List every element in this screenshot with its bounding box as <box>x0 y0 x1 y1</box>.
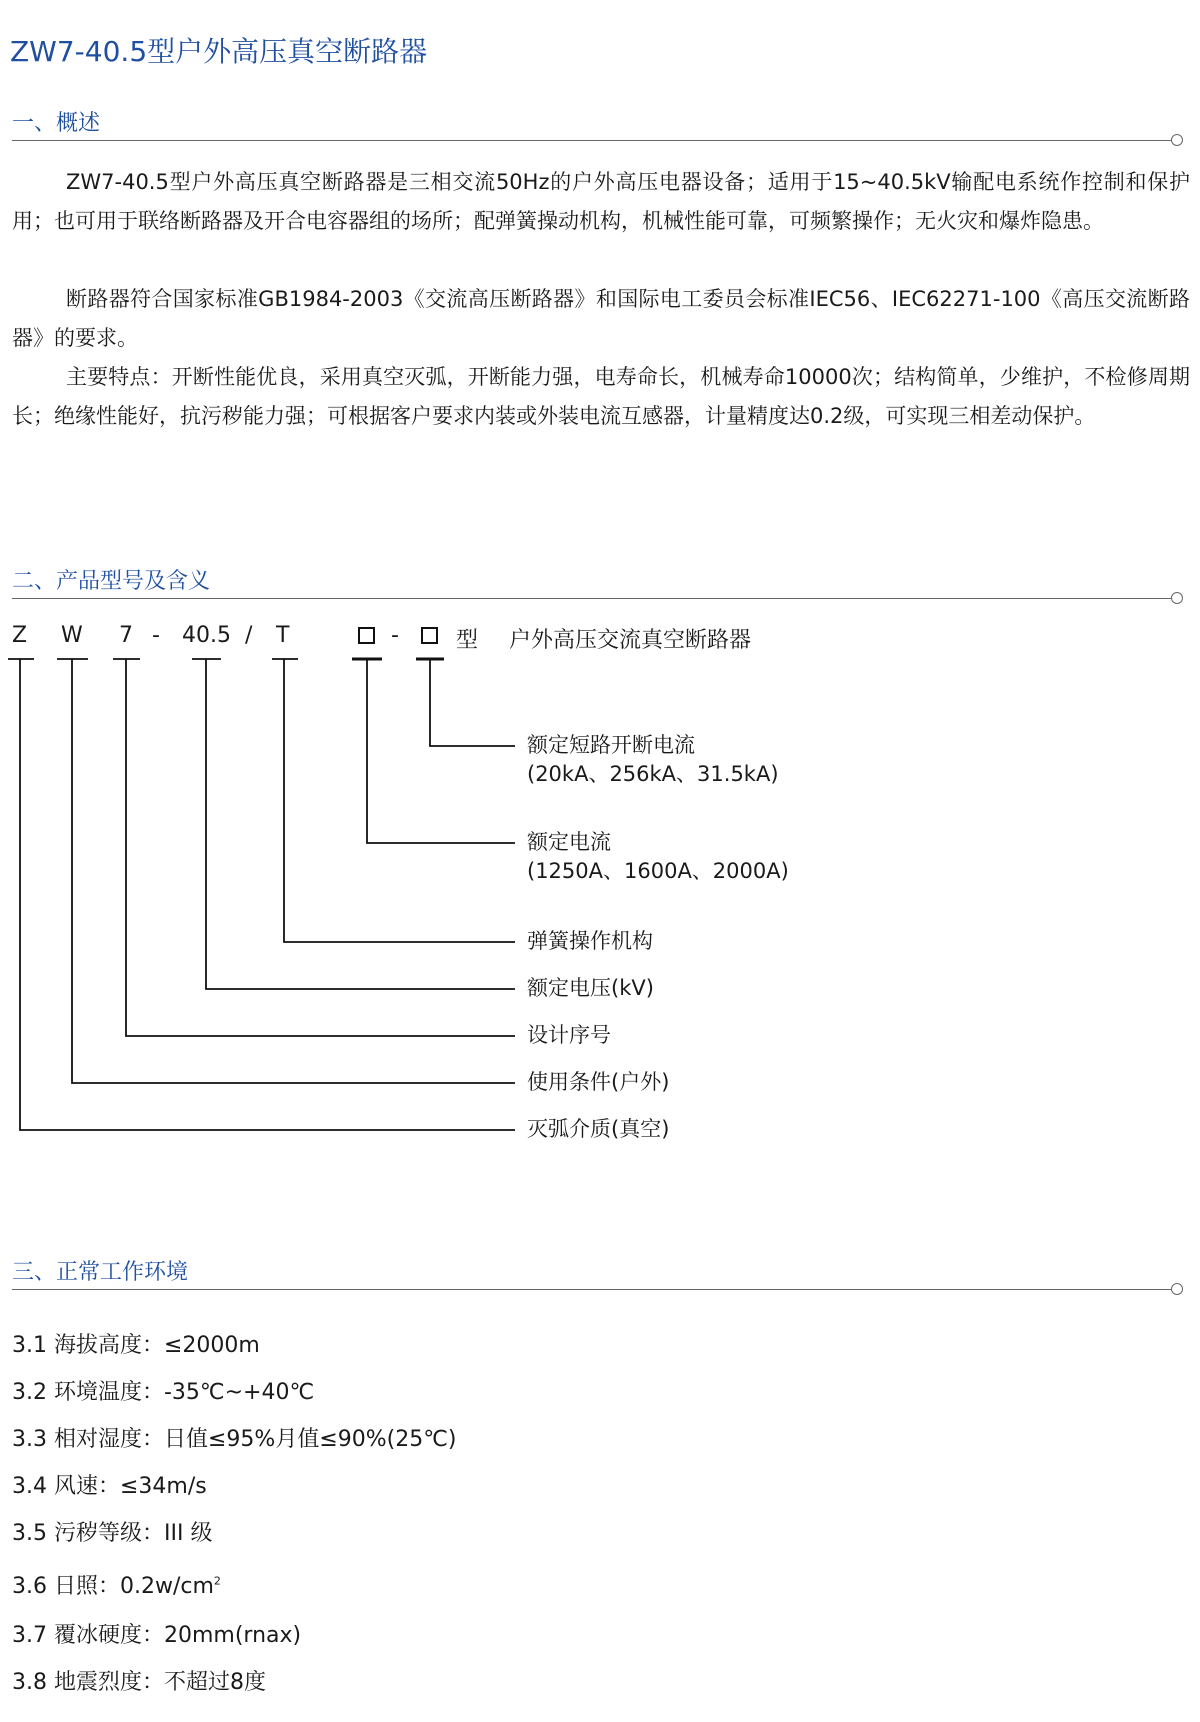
code-type-char: 型 <box>456 628 479 653</box>
section-heading-overview: 一、概述 <box>12 111 101 136</box>
desc-breaking-current-label: 额定短路开断电流 <box>527 733 695 757</box>
leader-voltage <box>206 659 515 989</box>
code-w: W <box>61 623 83 648</box>
code-dash: - <box>391 623 399 648</box>
features-paragraph: 主要特点：开断性能优良，采用真空灭弧，开断能力强，电寿命长，机械寿命10000次；结构简单，少维护，不检修周期长；绝缘性能好，抗污秽能力强；可根据客户要求内装或外装电流互感器，计量精度达0.2级，可实现三相差动保护。 <box>12 365 1190 428</box>
leader-spring <box>284 659 515 942</box>
leader-medium <box>20 659 515 1130</box>
code-t: T <box>276 623 290 648</box>
code-z: Z <box>12 623 28 648</box>
desc-medium: 灭弧介质(真空) <box>527 1117 670 1141</box>
env-ice-thickness: 3.7 覆冰硬度：20mm(rnax) <box>12 1623 302 1648</box>
code-product-name: 户外高压交流真空断路器 <box>509 628 752 653</box>
code-seven: 7 <box>119 623 133 648</box>
section-heading-model: 二、产品型号及含义 <box>12 569 211 594</box>
code-slash: / <box>245 623 253 648</box>
desc-voltage: 额定电压(kV) <box>527 976 654 1000</box>
env-altitude: 3.1 海拔高度：≤2000m <box>12 1333 260 1358</box>
section-divider <box>12 1289 1173 1290</box>
leader-breaking-current <box>430 659 515 746</box>
env-humidity: 3.3 相对湿度：日值≤95%月值≤90%(25℃) <box>12 1427 457 1452</box>
leader-rated-current <box>367 659 515 843</box>
code-voltage: 40.5 <box>182 623 231 648</box>
leader-condition <box>72 659 515 1083</box>
env-wind-speed: 3.4 风速：≤34m/s <box>12 1474 207 1499</box>
section-heading-environment: 三、正常工作环境 <box>12 1260 189 1285</box>
desc-condition: 使用条件(户外) <box>527 1070 670 1094</box>
overview-paragraph: ZW7-40.5型户外高压真空断路器是三相交流50Hz的户外高压电器设备；适用于15~40.5kV输配电系统作控制和保护用；也可用于联络断路器及开合电容器组的场所；配弹簧操动机构，机械性能可靠，可频繁操作；无火灾和爆炸隐患。 <box>12 170 1190 233</box>
desc-rated-current-label: 额定电流 <box>527 830 611 854</box>
desc-spring: 弹簧操作机构 <box>527 929 653 953</box>
leader-design-no <box>126 659 515 1036</box>
desc-breaking-current-values: (20kA、256kA、31.5kA) <box>527 762 779 786</box>
env-irradiance-sup: 2 <box>213 1574 221 1588</box>
env-irradiance-label: 3.6 日照：0.2w/cm <box>12 1574 214 1599</box>
env-irradiance <box>12 1569 221 1600</box>
code-dash: - <box>152 623 160 648</box>
desc-design-no: 设计序号 <box>527 1023 611 1047</box>
desc-rated-current-values: (1250A、1600A、2000A) <box>527 859 789 883</box>
standards-paragraph: 断路器符合国家标准GB1984-2003《交流高压断路器》和国际电工委员会标准IEC56、IEC62271-100《高压交流断路器》的要求。 <box>12 287 1190 350</box>
env-temperature: 3.2 环境温度：-35℃~+40℃ <box>12 1380 315 1405</box>
page-title: ZW7-40.5型户外高压真空断路器 <box>10 35 428 68</box>
env-pollution-level: 3.5 污秽等级：III 级 <box>12 1521 213 1546</box>
divider-end-circle <box>1171 1283 1183 1295</box>
env-seismic: 3.8 地震烈度：不超过8度 <box>12 1670 266 1695</box>
